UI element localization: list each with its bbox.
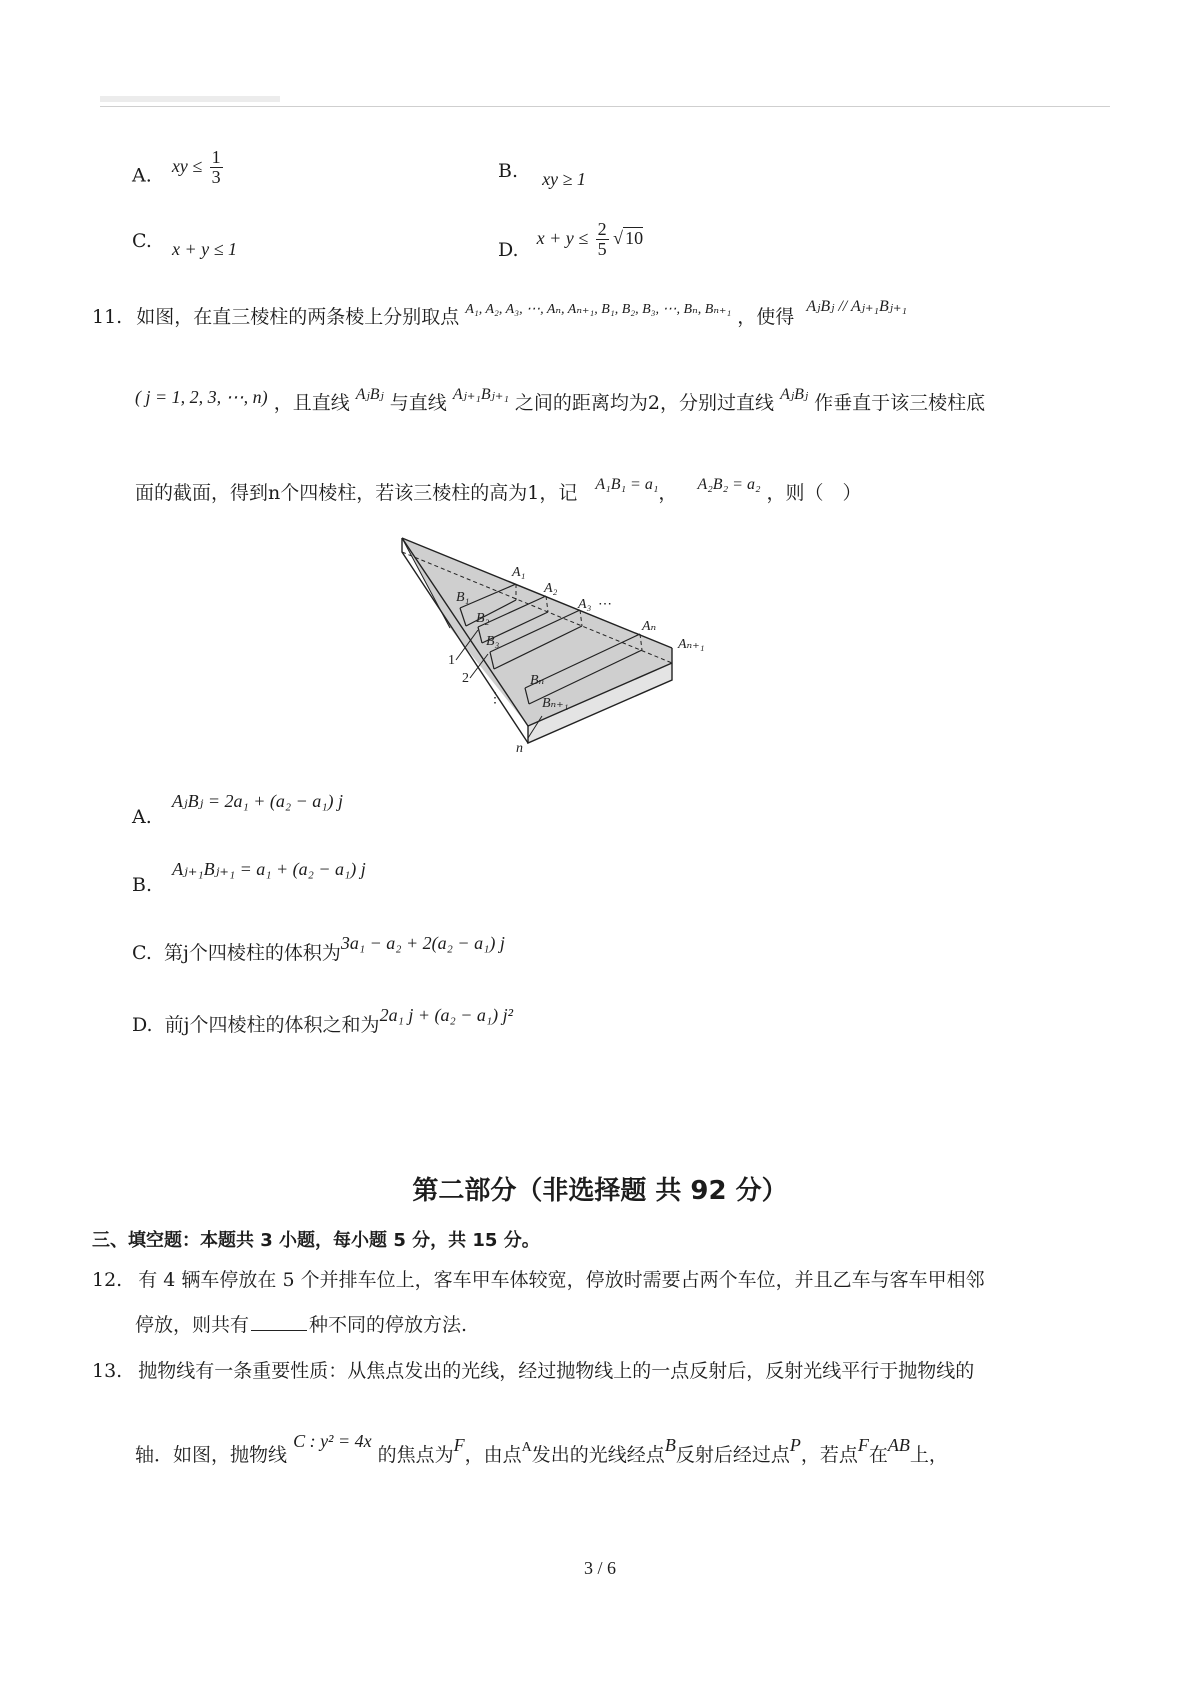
label-bn1: Bₙ₊₁: [542, 696, 569, 711]
q12-line2: [135, 1310, 467, 1337]
label-slice-2: 2: [462, 671, 469, 686]
question-number: 12.: [92, 1269, 123, 1291]
q10-option-b-expr: xy ≥ 1: [542, 169, 586, 189]
q13-line1: [92, 1356, 974, 1383]
option-label: B.: [132, 874, 153, 896]
q11-line-aj1bj1: Aⱼ₊₁Bⱼ₊₁: [452, 386, 509, 403]
label-a3: A₃: [578, 597, 592, 612]
label-dots: ⋯: [598, 597, 612, 612]
q13-text: ，由点: [464, 1444, 522, 1466]
label-a1: A₁: [512, 565, 526, 580]
label-slice-n: n: [516, 741, 523, 756]
q13-text: 的焦点为: [377, 1444, 454, 1466]
header-rule: [100, 106, 1110, 107]
q13-point-p: P: [789, 1435, 801, 1455]
q10-option-a-expr: [171, 147, 223, 187]
q11-option-a-expr: AⱼBⱼ = 2a₁ + (a₂ − a₁) j: [171, 791, 344, 811]
q10-option-d-expr: x + y ≤ $\frac{2}{5}$ √ 10: [536, 219, 644, 259]
label-b1: B₁: [456, 590, 470, 605]
label-an1: Aₙ₊₁: [678, 637, 705, 652]
q11-line-ajbj: AⱼBⱼ: [780, 386, 809, 403]
q11-text: 作垂直于该三棱柱底: [814, 392, 986, 414]
option-label: A.: [132, 164, 152, 187]
q11-option-b-expr: Aⱼ₊₁Bⱼ₊₁ = a₁ + (a₂ − a₁) j: [172, 859, 366, 879]
q13-text: 发出的光线经点: [531, 1444, 665, 1466]
frac-denominator: 3: [211, 166, 221, 187]
q11-a2: A₂B₂ = a₂: [697, 476, 761, 493]
q12-text: 种不同的停放方法.: [309, 1314, 468, 1336]
header-mark: [100, 96, 280, 102]
q11-line1: [92, 298, 907, 329]
q10-option-d: [498, 220, 643, 259]
label-slice-1: 1: [448, 653, 455, 668]
question-number: 13.: [92, 1360, 123, 1382]
q13-line2: [135, 1431, 948, 1467]
answer-blank[interactable]: [251, 1312, 307, 1331]
q13-text: 在: [868, 1444, 888, 1466]
q11-option-c-text: 第j个四棱柱的体积为: [163, 942, 341, 964]
q11-text: 面的截面，得到n个四棱柱，若该三棱柱的高为1，记: [135, 482, 578, 504]
q13-text: 抛物线有一条重要性质：从焦点发出的光线，经过抛物线上的一点反射后，反射光线平行于抛物线的: [138, 1360, 975, 1382]
q11-option-d-text: 前j个四棱柱的体积之和为: [164, 1014, 380, 1036]
sqrt-radicand: 10: [625, 227, 644, 248]
q11-parallel-expr: AⱼBⱼ // Aⱼ₊₁Bⱼ₊₁: [806, 298, 907, 315]
page-number: 3 / 6: [583, 1558, 616, 1578]
option-label: C.: [132, 230, 152, 252]
q11-option-c-expr: 3a₁ − a₂ + 2(a₂ − a₁) j: [340, 933, 505, 953]
q11-text: 之间的距离均为2，分别过直线: [514, 392, 775, 414]
label-vdots: ⋮: [488, 691, 502, 706]
q13-point-a: A: [521, 1440, 532, 1455]
option-label: B.: [498, 160, 519, 182]
q11-option-a: [132, 791, 344, 828]
label-bn: Bₙ: [530, 673, 545, 688]
q13-parabola: C : y² = 4x: [293, 1431, 372, 1451]
q13-point-b: B: [664, 1435, 676, 1455]
q10-option-c-expr: x + y ≤ 1: [171, 239, 237, 259]
q12-text: 有 4 辆车停放在 5 个并排车位上，客车甲车体较宽，停放时需要占两个车位，并且乙车与客车甲相邻: [138, 1269, 985, 1291]
frac-denominator: 5: [597, 238, 607, 259]
q11-text: ，使得: [737, 306, 795, 328]
q10-option-a: [132, 147, 223, 197]
q13-text: ，若点: [800, 1444, 858, 1466]
expr-text: xy ≤: [171, 155, 203, 176]
q11-option-b: [132, 859, 366, 896]
option-label: D.: [132, 1014, 153, 1036]
frac-numerator: 2: [597, 219, 607, 239]
q11-text: ，则（ ）: [766, 482, 862, 504]
section3-title: 三、填空题：本题共 3 小题，每小题 5 分，共 15 分。: [92, 1230, 540, 1251]
option-label: C.: [132, 942, 152, 964]
q11-line3: 面的截面，得到n个四棱柱，若该三棱柱的高为1，记 $^{A_1B_1 = a_1}$， $^{A_2B_2 = a_2}$ ，则（ ）: [135, 476, 862, 504]
expr-text: x + y ≤: [536, 227, 589, 248]
label-b3: B₃: [486, 634, 500, 649]
part2-title: 第二部分（非选择题 共 92 分）: [412, 1176, 788, 1206]
label-b2: B₂: [476, 611, 490, 626]
q13-point-f: F: [453, 1435, 465, 1455]
option-label: D.: [498, 238, 519, 261]
q11-text: ，且直线: [273, 392, 350, 414]
q11-a1: A₁B₁ = a₁: [595, 476, 659, 493]
question-number: 11.: [92, 306, 123, 328]
q11-line-ajbj: AⱼBⱼ: [355, 386, 384, 403]
q11-j-range: ( j = 1, 2, 3, ⋯, n): [135, 387, 268, 407]
q11-points: A₁, A₂, A₃, ⋯, Aₙ, Aₙ₊₁, B₁, B₂, B₃, ⋯, Bₙ, Bₙ₊₁: [465, 302, 732, 317]
q13-text: 反射后经过点: [675, 1444, 790, 1466]
q10-option-b: [498, 160, 586, 189]
label-an: Aₙ: [642, 619, 657, 634]
q11-option-d: [132, 1005, 514, 1037]
q12-text: 停放，则共有: [135, 1314, 250, 1336]
q11-text: 如图，在直三棱柱的两条棱上分别取点: [136, 306, 460, 328]
q11-option-d-expr: 2a₁ j + (a₂ − a₁) j²: [379, 1005, 514, 1025]
q10-option-c: [132, 230, 237, 259]
frac-numerator: 1: [211, 147, 221, 167]
q13-text: 上，: [909, 1444, 948, 1466]
q11-prism-figure: [390, 530, 720, 760]
q11-text: 与直线: [389, 392, 447, 414]
label-a2: A₂: [544, 581, 558, 596]
q13-text: 轴．如图，抛物线: [135, 1444, 288, 1466]
q13-point-f: F: [857, 1435, 869, 1455]
option-label: A.: [132, 806, 152, 828]
q11-option-c: [132, 933, 505, 965]
q13-segment-ab: AB: [887, 1435, 910, 1455]
q12-line1: [92, 1265, 985, 1292]
q11-line2: [135, 388, 985, 415]
